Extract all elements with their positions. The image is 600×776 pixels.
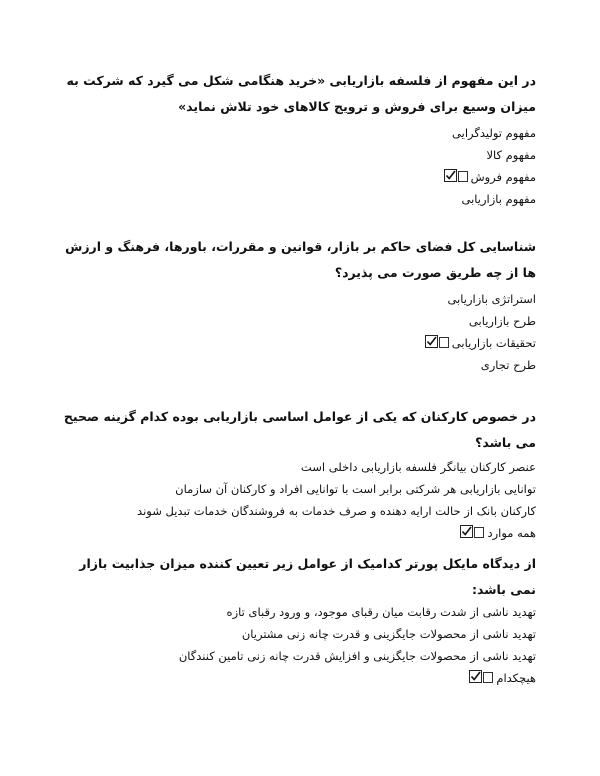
option-label: مفهوم فروش: [470, 170, 536, 184]
option-label: مفهوم کالا: [486, 148, 536, 162]
q2-option-3[interactable]: [60, 332, 536, 354]
checked-checkbox-icon: [469, 670, 482, 683]
q3-option-4[interactable]: [60, 522, 536, 544]
option-label: مفهوم بازاریابی: [461, 192, 536, 206]
checked-checkbox-icon: [425, 335, 438, 348]
option-label: کارکنان بانک از حالت ارایه دهنده و صرف خدمات به فروشندگان خدمات تبدیل شوند: [137, 504, 536, 518]
q4-option-1[interactable]: [60, 601, 536, 623]
option-label: همه موارد: [487, 526, 536, 540]
q4-option-3[interactable]: [60, 645, 536, 667]
question-3: [60, 404, 536, 544]
option-label: طرح بازاریابی: [468, 314, 536, 328]
q3-option-1[interactable]: [60, 456, 536, 478]
question-2-text: شناسایی کل فضای حاکم بر بازار، قوانین و مقررات، باورها، فرهنگ و ارزش ها از چه طریق صورت می پذیرد؟: [65, 239, 536, 280]
checked-checkbox-icon: [444, 169, 457, 182]
option-label: تهدید ناشی از محصولات جایگزینی و افزایش قدرت چانه زنی تامین کنندگان: [178, 649, 536, 663]
q3-option-2[interactable]: [60, 478, 536, 500]
option-label: طرح تجاری: [480, 358, 536, 372]
q1-option-3[interactable]: [60, 166, 536, 188]
option-label: تهدید ناشی از محصولات جایگزینی و قدرت چانه زنی مشتریان: [241, 627, 536, 641]
question-4-text: از دیدگاه مایکل پورتر کدامیک از عوامل زیر تعیین کننده میزان جذابیت بازار نمی باشد:: [79, 556, 536, 597]
checkbox-empty-icon: [458, 171, 468, 182]
q2-option-2[interactable]: [60, 310, 536, 332]
option-label: استراتژی بازاریابی: [447, 292, 536, 306]
q2-option-4[interactable]: [60, 354, 536, 376]
q1-option-4[interactable]: [60, 188, 536, 210]
checkbox-empty-icon: [483, 672, 493, 683]
checkbox-empty-icon: [439, 337, 449, 348]
option-label: توانایی بازاریابی هر شرکتی برابر است با توانایی افراد و کارکنان آن سازمان: [175, 482, 536, 496]
question-4: [60, 551, 536, 689]
question-1-text: در این مفهوم از فلسفه بازاریابی «خرید هنگامی شکل می گیرد که شرکت به میزان وسیع برای فروش و ترویج کالاهای خود تلاش نماید»: [66, 73, 536, 114]
q2-option-1[interactable]: [60, 288, 536, 310]
q4-option-4[interactable]: [60, 667, 536, 689]
q1-option-1[interactable]: [60, 122, 536, 144]
checked-checkbox-icon: [460, 525, 473, 538]
option-label: مفهوم تولیدگرایی: [452, 126, 536, 140]
option-label: تهدید ناشی از شدت رقابت میان رقبای موجود، و ورود رقبای تازه: [226, 605, 536, 619]
q1-option-2[interactable]: [60, 144, 536, 166]
option-label: هیچکدام: [496, 671, 536, 685]
q4-option-2[interactable]: [60, 623, 536, 645]
option-label: عنصر کارکنان بیانگر فلسفه بازاریابی داخلی است: [300, 460, 536, 474]
option-label: تحقیقات بازاریابی: [451, 336, 536, 350]
question-2: [60, 234, 536, 376]
q3-option-3[interactable]: [60, 500, 536, 522]
question-3-text: در خصوص کارکنان که یکی از عوامل اساسی بازاریابی بوده کدام گزینه صحیح می باشد؟: [63, 409, 536, 450]
checkbox-empty-icon: [474, 527, 484, 538]
question-1: [60, 68, 536, 210]
